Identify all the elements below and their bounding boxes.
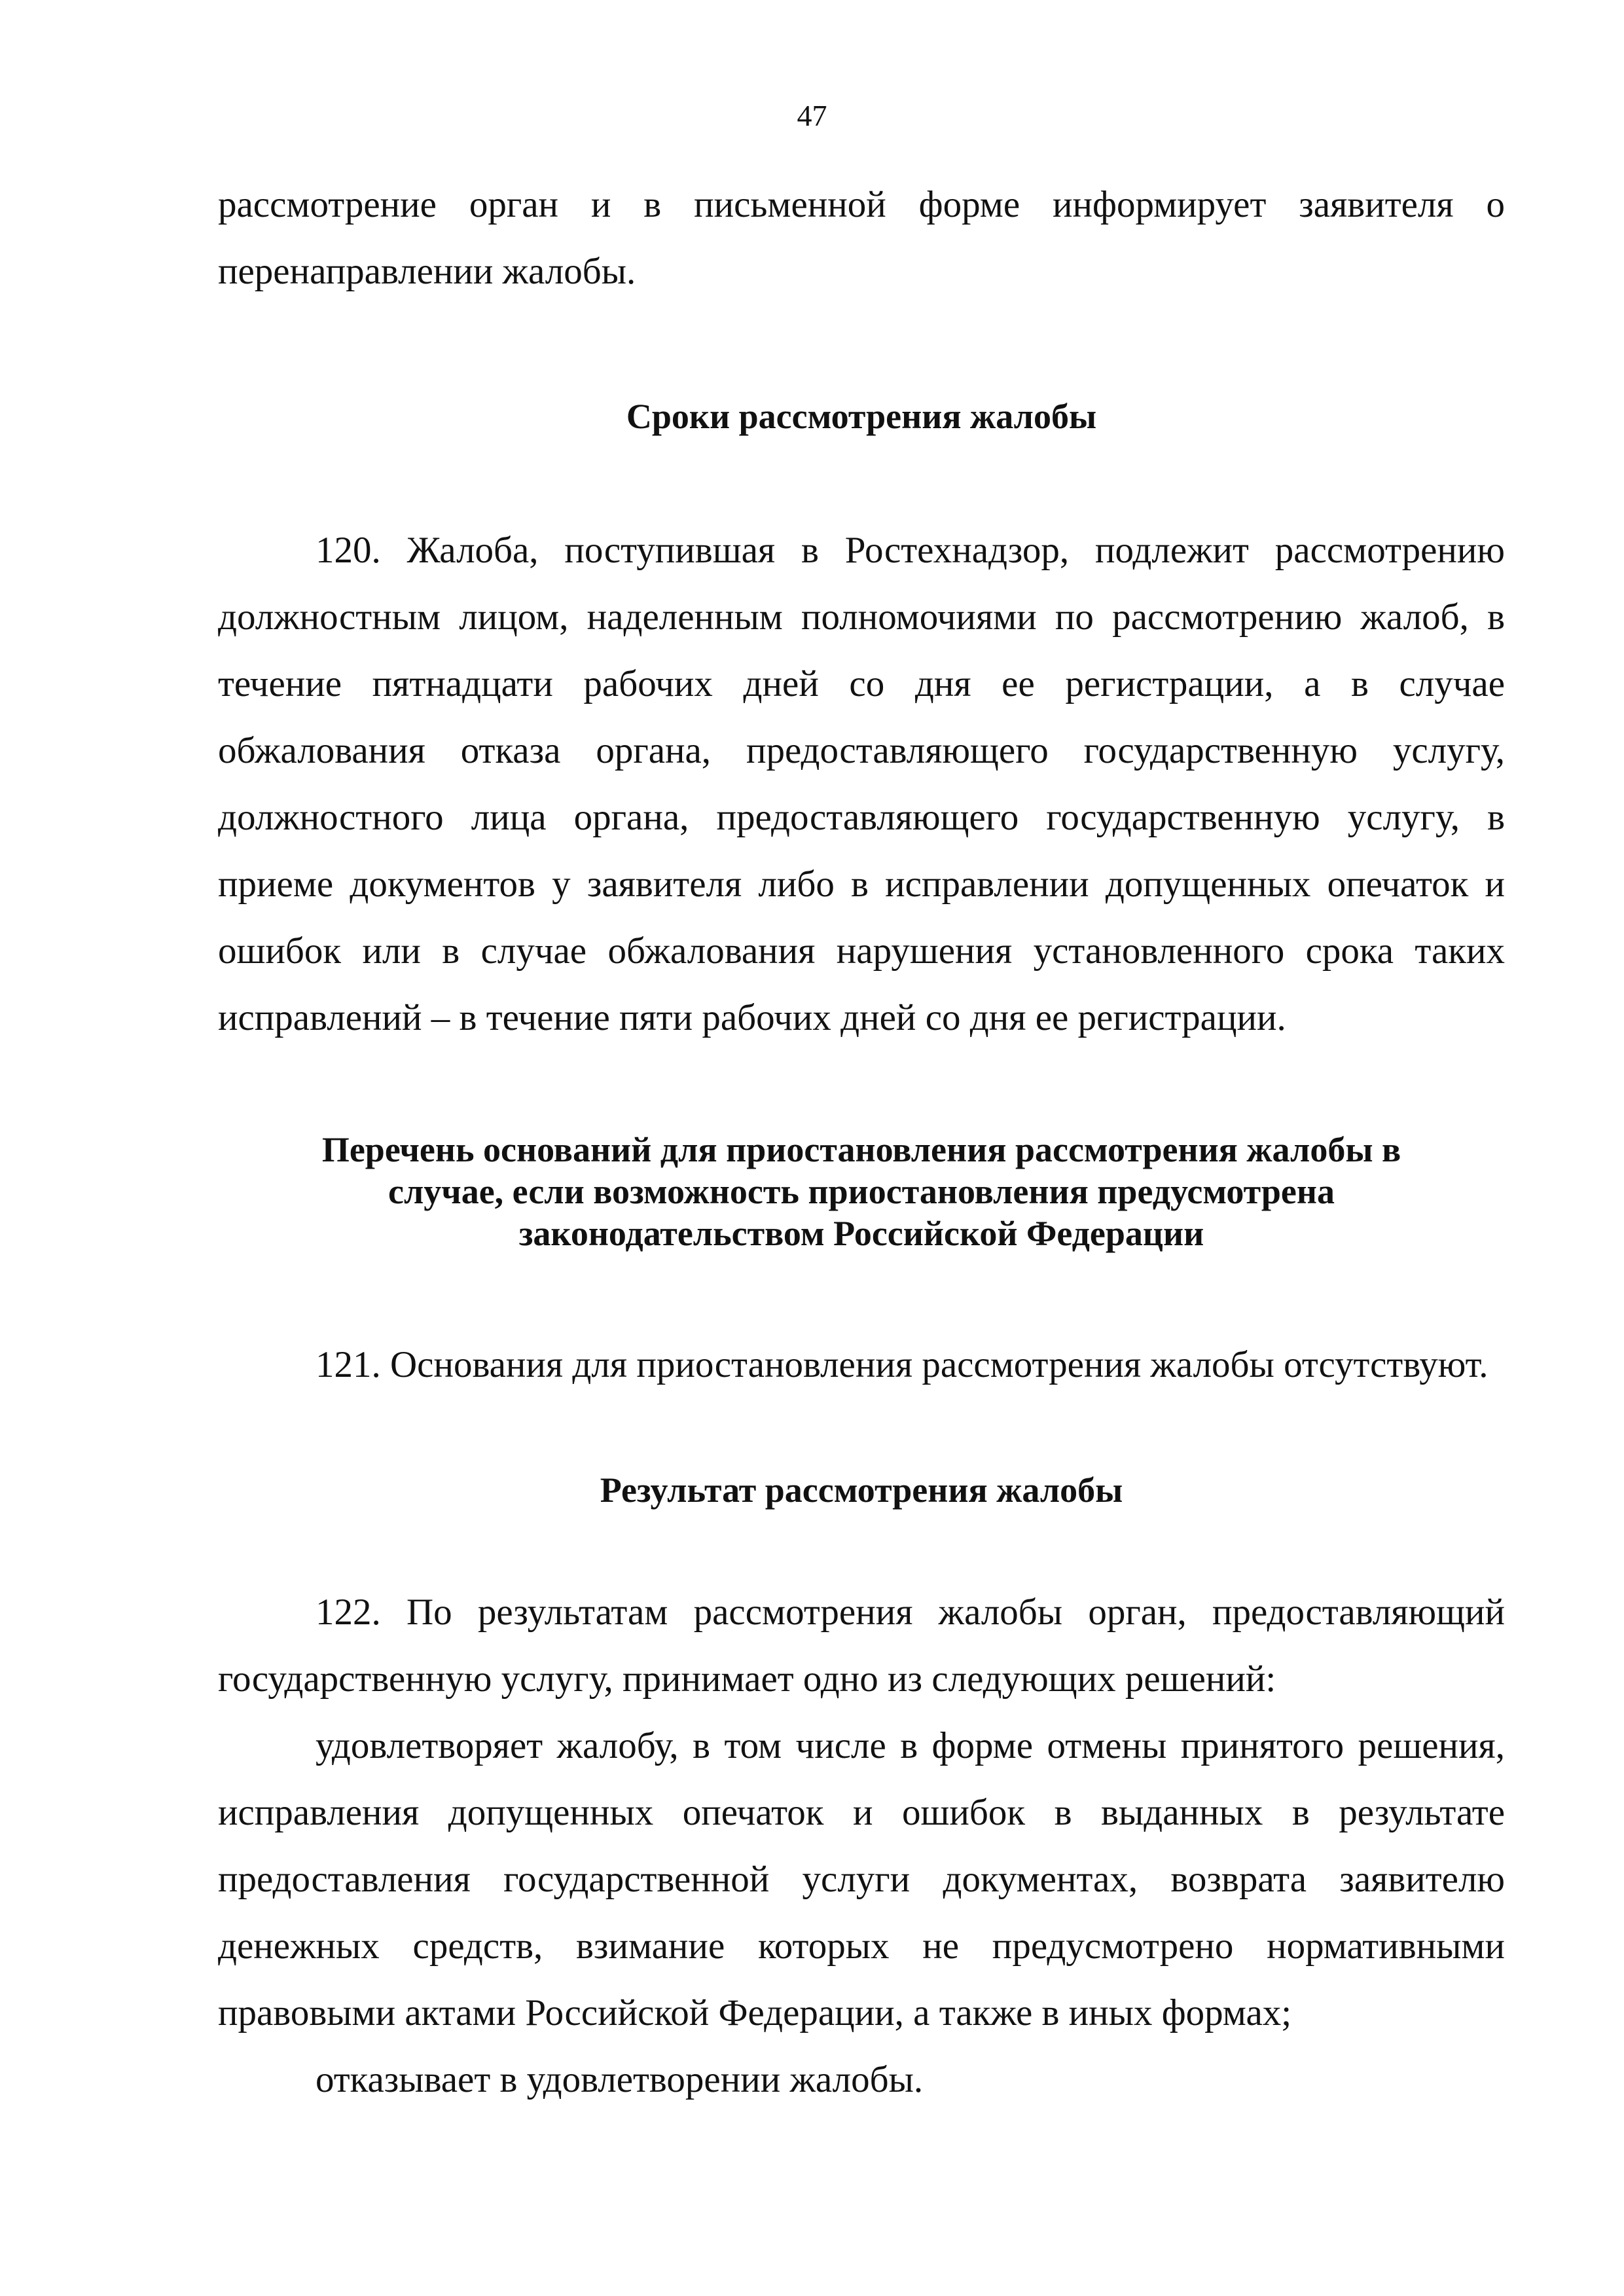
heading-line: Перечень оснований для приостановления рассмотрения жалобы в xyxy=(321,1130,1401,1169)
paragraph-120: 120. Жалоба, поступившая в Ростехнадзор, подлежит рассмотрению должностным лицом, наделенным полномочиями по рассмотрению жалоб, в течение пятнадцати рабочих дней со дня ее регистрации, а в случае обжалования отказа органа, предоставляющего государственную услугу, должностного лица органа, предоставляющего государственную услугу, в приеме документов у заявителя либо в исправлении допущенных опечаток и ошибок или в случае обжалования нарушения установленного срока таких исправлений – в течение пяти рабочих дней со дня ее регистрации. xyxy=(218,530,1505,1038)
decision-option-refuse: отказывает в удовлетворении жалобы. xyxy=(316,2059,924,2100)
section-heading-result: Результат рассмотрения жалобы xyxy=(600,1470,1123,1510)
section-heading-terms: Сроки рассмотрения жалобы xyxy=(626,397,1097,436)
decision-option-satisfy: удовлетворяет жалобу, в том числе в форме отмены принятого решения, исправления допущенных опечаток и ошибок в выданных в результате предоставления государственной услуги документах, возврата заявителю денежных средств, взимание которых не предусмотрено нормативными правовыми актами Российской Федерации, а также в иных формах; xyxy=(218,1725,1505,2033)
document-body xyxy=(218,172,1505,2113)
paragraph-122: 122. По результатам рассмотрения жалобы орган, предоставляющий государственную услугу, принимает одно из следующих решений: xyxy=(218,1592,1505,1700)
carryover-paragraph: рассмотрение орган и в письменной форме информирует заявителя о перенаправлении жалобы. xyxy=(218,184,1505,292)
heading-line: законодательством Российской Федерации xyxy=(518,1214,1204,1253)
heading-line: случае, если возможность приостановления предусмотрена xyxy=(388,1172,1335,1211)
page-number: 47 xyxy=(797,99,827,132)
paragraph-121: 121. Основания для приостановления рассмотрения жалобы отсутствуют. xyxy=(316,1344,1489,1385)
section-heading-suspension xyxy=(218,1129,1505,1254)
